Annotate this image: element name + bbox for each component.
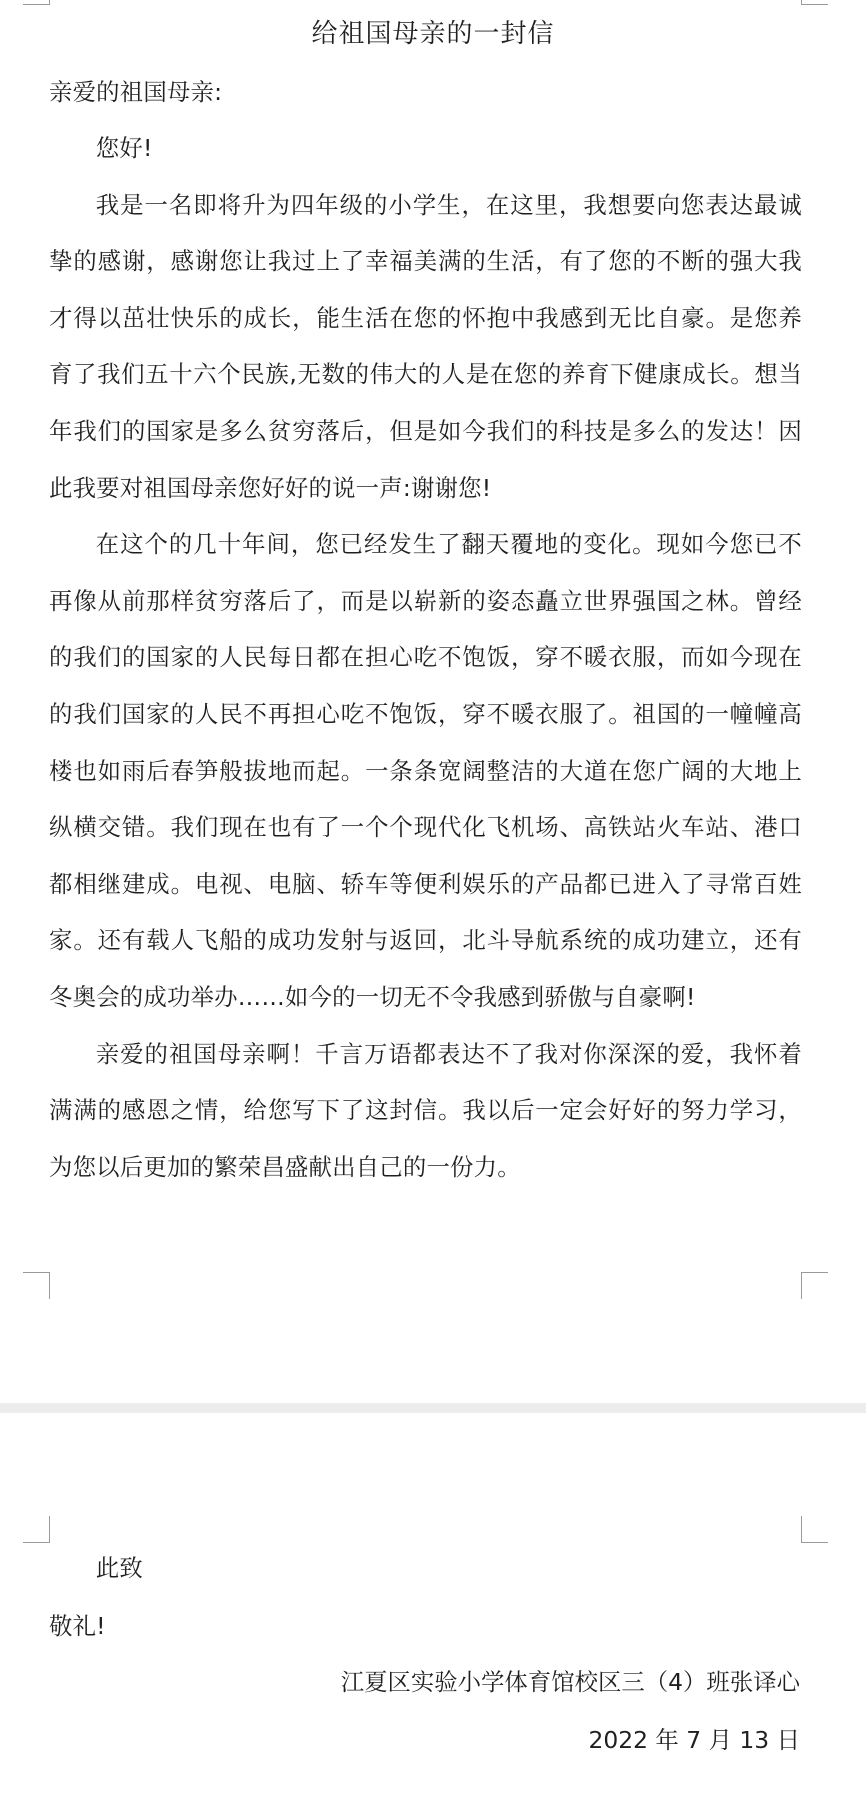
letter-salutation: 亲爱的祖国母亲: xyxy=(49,78,223,106)
page-separator xyxy=(0,1403,866,1413)
letter-closing xyxy=(49,1546,802,1590)
paragraph-conclusion: 亲爱的祖国母亲啊！千言万语都表达不了我对你深深的爱，我怀着满满的感恩之情，给您写下了这封信。我以后一定会好好的努力学习，为您以后更加的繁荣昌盛献出自己的一份力。 xyxy=(49,1039,802,1181)
margin-corner-mark xyxy=(23,0,50,5)
margin-corner-mark xyxy=(23,1516,50,1543)
letter-regards: 敬礼! xyxy=(49,1612,106,1640)
margin-corner-mark xyxy=(801,0,828,5)
paragraph-changes: 在这个的几十年间，您已经发生了翻天覆地的变化。现如今您已不再像从前那样贫穷落后了，而是以崭新的姿态矗立世界强国之林。曾经的我们的国家的人民每日都在担心吃不饱饭，穿不暖衣服，而如今现在的我们国家的人民不再担心吃不饱饭，穿不暖衣服了。祖国的一幢幢高楼也如雨后春笋般拔地而起。一条条宽阔整洁的大道在您广阔的大地上纵横交错。我们现在也有了一个个现代化飞机场、高铁站火车站、港口都相继建成。电视、电脑、轿车等便利娱乐的产品都已进入了寻常百姓家。还有载人飞船的成功发射与返回，北斗导航系统的成功建立，还有冬奥会的成功举办……如今的一切无不令我感到骄傲与自豪啊! xyxy=(49,530,802,1011)
letter-title: 给祖国母亲的一封信 xyxy=(311,19,555,49)
letter-body xyxy=(49,120,802,1195)
paragraph-greeting: 您好! xyxy=(95,134,153,162)
margin-corner-mark xyxy=(801,1272,828,1299)
letter-signature: 江夏区实验小学体育馆校区三（4）班张译心 xyxy=(340,1668,800,1696)
margin-corner-mark xyxy=(801,1516,828,1543)
margin-corner-mark xyxy=(23,1272,50,1299)
letter-date: 2022 年 7 月 13 日 xyxy=(588,1726,800,1754)
paragraph-gratitude: 我是一名即将升为四年级的小学生，在这里，我想要向您表达最诚挚的感谢，感谢您让我过上了幸福美满的生活，有了您的不断的强大我才得以茁壮快乐的成长，能生活在您的怀抱中我感到无比自豪。是您养育了我们五十六个民族,无数的伟大的人是在您的养育下健康成长。想当年我们的国家是多么贫穷落后，但是如今我们的科技是多么的发达！因此我要对祖国母亲您好好的说一声:谢谢您! xyxy=(49,190,802,502)
closing-line: 此致 xyxy=(95,1554,143,1582)
